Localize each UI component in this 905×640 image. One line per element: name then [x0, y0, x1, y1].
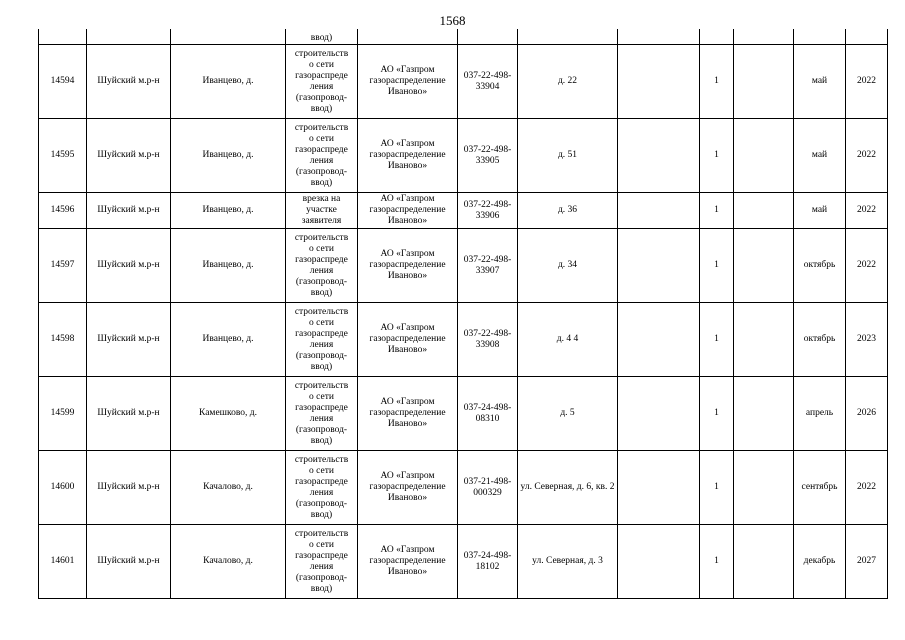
empty-cell [618, 193, 700, 229]
month-cell: апрель [794, 377, 846, 451]
work-type-cell: строительств о сети газораспреде ления (газопровод- ввод) [286, 525, 358, 599]
table-row [39, 525, 888, 599]
work-type-cell: строительств о сети газораспреде ления (газопровод- ввод) [286, 119, 358, 193]
count-cell: 1 [700, 451, 734, 525]
work-type-cell: строительств о сети газораспреде ления (газопровод- ввод) [286, 303, 358, 377]
application-code-cell: 037-22-498-33908 [458, 303, 518, 377]
row-number-cell: 14599 [39, 377, 87, 451]
month-cell: декабрь [794, 525, 846, 599]
work-type-cell: строительств о сети газораспреде ления (газопровод- ввод) [286, 45, 358, 119]
table-row [39, 451, 888, 525]
row-number-cell: 14594 [39, 45, 87, 119]
application-code-cell: 037-22-498-33904 [458, 45, 518, 119]
district-cell: Шуйский м.р-н [87, 377, 171, 451]
empty-cell [618, 451, 700, 525]
count-cell: 1 [700, 229, 734, 303]
address-cell: д. 5 [518, 377, 618, 451]
empty-cell [618, 525, 700, 599]
year-cell: 2022 [846, 119, 888, 193]
year-cell: 2026 [846, 377, 888, 451]
empty-cell [734, 193, 794, 229]
count-cell: 1 [700, 525, 734, 599]
organization-cell: АО «Газпром газораспределение Иваново» [358, 229, 458, 303]
address-cell: д. 4 4 [518, 303, 618, 377]
empty-cell [618, 229, 700, 303]
address-cell: ул. Северная, д. 6, кв. 2 [518, 451, 618, 525]
month-cell: май [794, 45, 846, 119]
empty-cell [734, 451, 794, 525]
organization-cell: АО «Газпром газораспределение Иваново» [358, 303, 458, 377]
count-cell: 1 [700, 193, 734, 229]
application-code-cell: 037-22-498-33906 [458, 193, 518, 229]
count-cell: 1 [700, 119, 734, 193]
empty-cell [734, 45, 794, 119]
row-number-cell: 14598 [39, 303, 87, 377]
organization-cell: АО «Газпром газораспределение Иваново» [358, 451, 458, 525]
year-cell: 2022 [846, 451, 888, 525]
organization-cell: АО «Газпром газораспределение Иваново» [358, 119, 458, 193]
organization-cell: АО «Газпром газораспределение Иваново» [358, 193, 458, 229]
address-cell: д. 51 [518, 119, 618, 193]
district-cell: Шуйский м.р-н [87, 451, 171, 525]
district-cell: Шуйский м.р-н [87, 229, 171, 303]
row-number-cell: 14596 [39, 193, 87, 229]
year-cell: 2023 [846, 303, 888, 377]
empty-cell [618, 303, 700, 377]
table-row [39, 303, 888, 377]
empty-cell [734, 229, 794, 303]
empty-cell [734, 119, 794, 193]
row-number-cell: 14600 [39, 451, 87, 525]
locality-cell: Иванцево, д. [171, 303, 286, 377]
organization-cell: АО «Газпром газораспределение Иваново» [358, 45, 458, 119]
application-code-cell: 037-24-498-08310 [458, 377, 518, 451]
page-number: 1568 [439, 13, 466, 28]
table-row [39, 377, 888, 451]
table-row [39, 119, 888, 193]
work-type-cell: строительств о сети газораспреде ления (газопровод- ввод) [286, 377, 358, 451]
locality-cell: Качалово, д. [171, 525, 286, 599]
locality-cell: Качалово, д. [171, 451, 286, 525]
address-cell: ул. Северная, д. 3 [518, 525, 618, 599]
work-type-cell: врезка на участке заявителя [286, 193, 358, 229]
locality-cell: Иванцево, д. [171, 229, 286, 303]
application-code-cell: 037-22-498-33907 [458, 229, 518, 303]
address-cell: д. 34 [518, 229, 618, 303]
work-type-cell: строительств о сети газораспреде ления (газопровод- ввод) [286, 229, 358, 303]
empty-cell [618, 45, 700, 119]
application-code-cell: 037-22-498-33905 [458, 119, 518, 193]
application-code-cell: 037-24-498-18102 [458, 525, 518, 599]
empty-cell [734, 525, 794, 599]
table-row [39, 45, 888, 119]
district-cell: Шуйский м.р-н [87, 525, 171, 599]
district-cell: Шуйский м.р-н [87, 119, 171, 193]
locality-cell: Иванцево, д. [171, 45, 286, 119]
application-code-cell: 037-21-498-000329 [458, 451, 518, 525]
empty-cell [734, 303, 794, 377]
locality-cell: Иванцево, д. [171, 193, 286, 229]
count-cell: 1 [700, 377, 734, 451]
empty-cell [618, 377, 700, 451]
row-number-cell: 14595 [39, 119, 87, 193]
year-cell: 2027 [846, 525, 888, 599]
locality-cell: Камешково, д. [171, 377, 286, 451]
row-number-cell: 14601 [39, 525, 87, 599]
month-cell: май [794, 193, 846, 229]
month-cell: октябрь [794, 229, 846, 303]
month-cell: май [794, 119, 846, 193]
organization-cell: АО «Газпром газораспределение Иваново» [358, 377, 458, 451]
year-cell: 2022 [846, 229, 888, 303]
district-cell: Шуйский м.р-н [87, 45, 171, 119]
work-type-cell: строительств о сети газораспреде ления (газопровод- ввод) [286, 451, 358, 525]
year-cell: 2022 [846, 193, 888, 229]
empty-cell [618, 119, 700, 193]
empty-cell [734, 377, 794, 451]
gasification-table [38, 29, 888, 599]
district-cell: Шуйский м.р-н [87, 303, 171, 377]
carryover-row [39, 29, 888, 45]
row-number-cell: 14597 [39, 229, 87, 303]
locality-cell: Иванцево, д. [171, 119, 286, 193]
carryover-type-cell: ввод) [286, 29, 358, 45]
month-cell: октябрь [794, 303, 846, 377]
organization-cell: АО «Газпром газораспределение Иваново» [358, 525, 458, 599]
address-cell: д. 36 [518, 193, 618, 229]
year-cell: 2022 [846, 45, 888, 119]
table-row [39, 193, 888, 229]
count-cell: 1 [700, 303, 734, 377]
district-cell: Шуйский м.р-н [87, 193, 171, 229]
count-cell: 1 [700, 45, 734, 119]
table-row [39, 229, 888, 303]
month-cell: сентябрь [794, 451, 846, 525]
address-cell: д. 22 [518, 45, 618, 119]
